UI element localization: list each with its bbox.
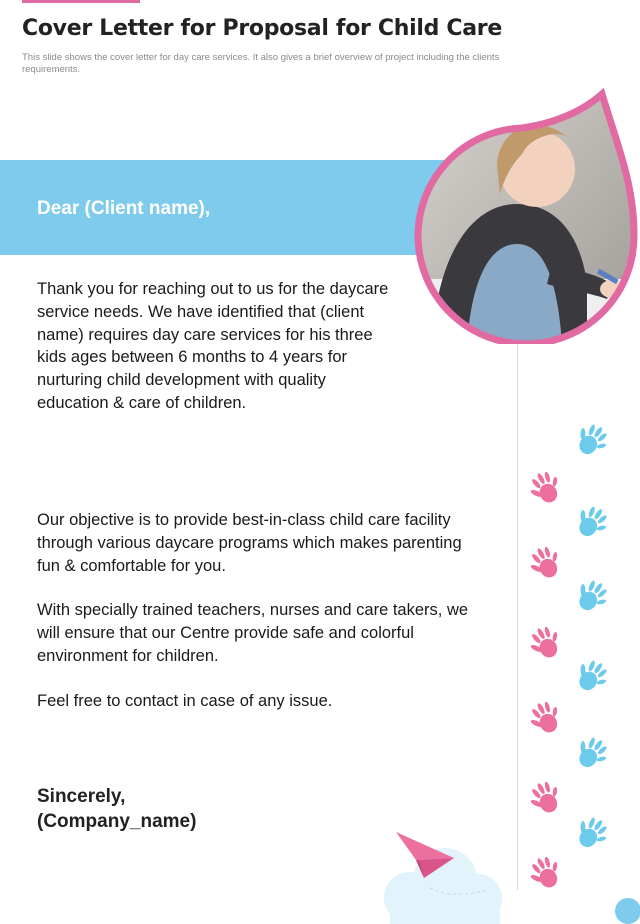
handprint-icon [520,848,572,900]
handprint-icon [520,463,572,515]
handprint-icon [565,415,618,468]
company-name: (Company_name) [37,811,197,832]
handprint-icon [565,571,618,624]
body-paragraph-2: Our objective is to provide best-in-class child care facility through various daycare programs which makes parenting fun & comfortable for you. [37,511,462,575]
signature-block [37,784,196,834]
handprint-icon [565,497,618,550]
body-paragraph-3: With specially trained teachers, nurses and care takers, we will ensure that our Centre provide safe and colorful environment for children. [37,601,469,665]
paper-plane-icon [394,830,456,882]
handprint-icon [565,808,618,861]
handprint-icon [520,618,572,670]
handprint-icon [520,538,572,590]
handprint-icon [520,693,572,745]
corner-decoration [615,898,640,924]
divider-line [517,330,518,890]
body-paragraph-4: Feel free to contact in case of any issue. [37,692,333,710]
greeting-text: Dear (Client name), [37,198,211,219]
body-paragraph-1: Thank you for reaching out to us for the daycare service needs. We have identified that (client name) requires day care services for his three kids ages between 6 months to 4 years for nurturing child development with quality education & care of children. [37,280,389,412]
top-accent-bar [22,0,140,3]
page-title: Cover Letter for Proposal for Child Care [22,16,502,41]
handprint-icon [565,651,618,704]
handprint-icon [520,773,572,825]
handprint-icon [565,728,618,781]
closing-text: Sincerely, [37,786,126,807]
child-drawing-photo [412,84,640,344]
page-subtitle: This slide shows the cover letter for day care services. It also gives a brief overview of project including the clients requirements. [22,52,500,75]
